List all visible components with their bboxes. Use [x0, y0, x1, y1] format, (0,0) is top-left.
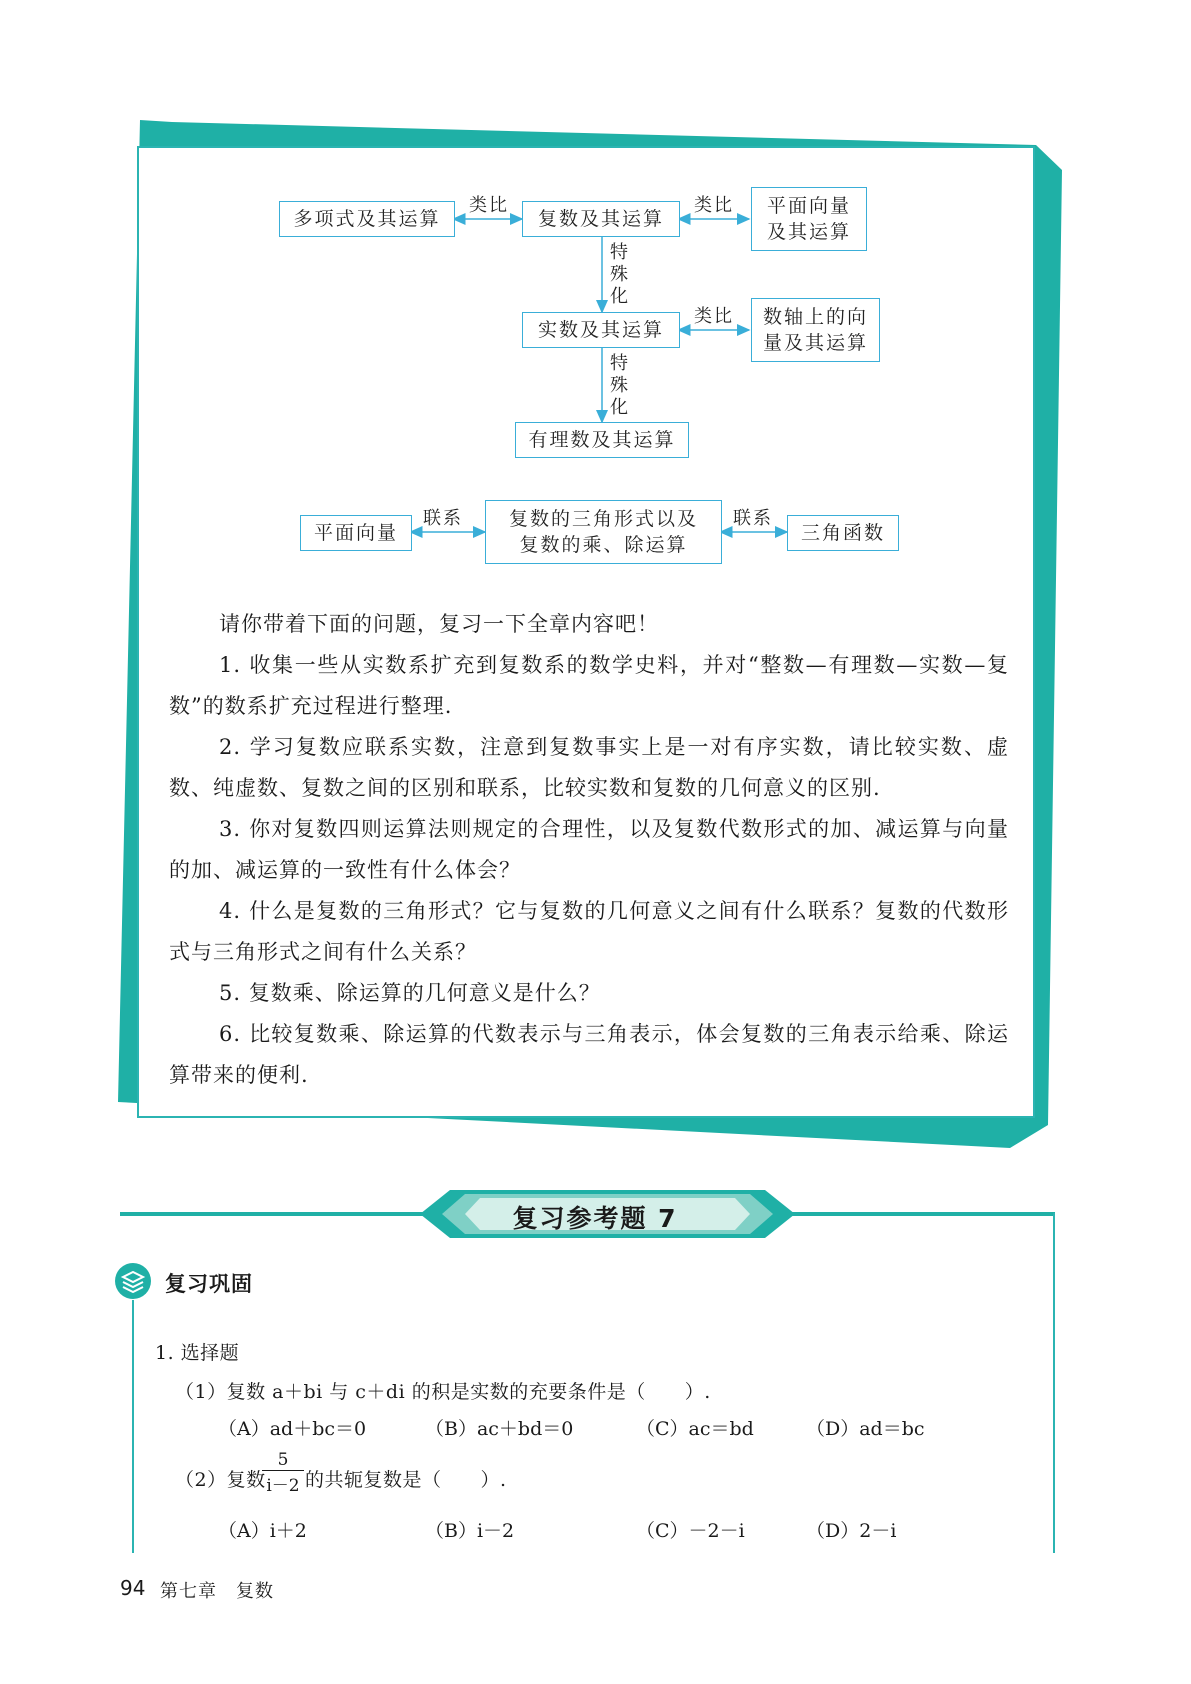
review-item-3: 3. 你对复数四则运算法则规定的合理性，以及复数代数形式的加、减运算与向量的加、减运算的一致性有什么体会？	[169, 817, 1009, 882]
label-specialize-2-char3: 化	[610, 397, 628, 418]
label-relation-2: 联系	[733, 508, 773, 529]
q2-option-b: （B）i－2	[425, 1520, 515, 1542]
q1-option-c: （C）ac＝bd	[636, 1418, 754, 1440]
layers-icon	[114, 1262, 152, 1300]
label-specialize-2-char2: 殊	[610, 375, 628, 396]
review-intro: 请你带着下面的问题，复习一下全章内容吧！	[219, 612, 659, 636]
review-card	[137, 146, 1035, 1118]
q2-fraction	[262, 1450, 304, 1496]
label-analogy-1: 类比	[469, 195, 509, 216]
label-relation-1: 联系	[423, 508, 463, 529]
node-plane-vector-ops-line1: 平面向量	[766, 195, 851, 217]
question-2-stem-prefix: （2）复数	[175, 1469, 266, 1491]
label-specialize-1-char2: 殊	[610, 264, 628, 285]
review-item-4: 4. 什么是复数的三角形式？它与复数的几何意义之间有什么联系？复数的代数形式与三角形式之间有什么关系？	[169, 899, 1009, 964]
node-trig-form-line2: 复数的乘、除运算	[519, 534, 688, 556]
question-heading: 1. 选择题	[155, 1342, 240, 1364]
node-axis-vector-ops-line1: 数轴上的向	[762, 306, 868, 328]
section-title: 复习参考题 7	[512, 1204, 678, 1233]
section-right-rule	[1053, 1213, 1055, 1553]
q1-option-d: （D）ad＝bc	[806, 1418, 925, 1440]
subsection-title: 复习巩固	[165, 1272, 253, 1296]
q1-option-b: （B）ac＋bd＝0	[425, 1418, 574, 1440]
q2-fraction-denominator: i－2	[262, 1470, 304, 1496]
node-trig-form-line1: 复数的三角形式以及	[508, 508, 698, 530]
label-specialize-2-char1: 特	[610, 353, 628, 374]
label-specialize-1-char1: 特	[610, 242, 628, 263]
question-1-stem: （1）复数 a＋bi 与 c＋di 的积是实数的充要条件是（ ）.	[175, 1381, 711, 1403]
question-2-stem-suffix: 的共轭复数是（ ）.	[305, 1469, 507, 1491]
node-trig-form	[485, 500, 722, 564]
label-analogy-2: 类比	[694, 195, 734, 216]
node-real: 实数及其运算	[522, 312, 680, 348]
q2-option-d: （D）2－i	[806, 1520, 897, 1542]
subsection-rule	[132, 1300, 134, 1553]
q2-fraction-numerator: 5	[277, 1450, 289, 1470]
node-plane-vector-ops	[751, 187, 867, 251]
node-polynomial: 多项式及其运算	[279, 201, 455, 237]
node-rational: 有理数及其运算	[515, 422, 689, 458]
chapter-label: 第七章 复数	[160, 1581, 274, 1602]
node-plane-vector-ops-line2: 及其运算	[766, 221, 851, 243]
label-specialize-2	[608, 353, 630, 419]
node-axis-vector-ops-line2: 量及其运算	[762, 332, 868, 354]
label-analogy-3: 类比	[694, 306, 734, 327]
node-plane-vector: 平面向量	[300, 515, 412, 551]
node-axis-vector-ops	[751, 298, 880, 362]
q2-option-a: （A）i＋2	[218, 1520, 307, 1542]
label-specialize-1-char3: 化	[610, 286, 628, 307]
page-number: 94	[120, 1576, 146, 1600]
node-complex: 复数及其运算	[522, 201, 680, 237]
review-item-6: 6. 比较复数乘、除运算的代数表示与三角表示，体会复数的三角表示给乘、除运算带来的便利.	[169, 1022, 1009, 1087]
label-specialize-1	[608, 242, 630, 308]
node-trig-function: 三角函数	[787, 515, 899, 551]
review-item-5: 5. 复数乘、除运算的几何意义是什么？	[219, 981, 601, 1005]
q1-option-a: （A）ad＋bc＝0	[218, 1418, 367, 1440]
review-item-2: 2. 学习复数应联系实数，注意到复数事实上是一对有序实数，请比较实数、虚数、纯虚数、复数之间的区别和联系，比较实数和复数的几何意义的区别.	[169, 735, 1009, 800]
q2-option-c: （C）－2－i	[636, 1520, 745, 1542]
review-item-1: 1. 收集一些从实数系扩充到复数系的数学史料，并对“整数—有理数—实数—复数”的数系扩充过程进行整理.	[169, 653, 1009, 718]
